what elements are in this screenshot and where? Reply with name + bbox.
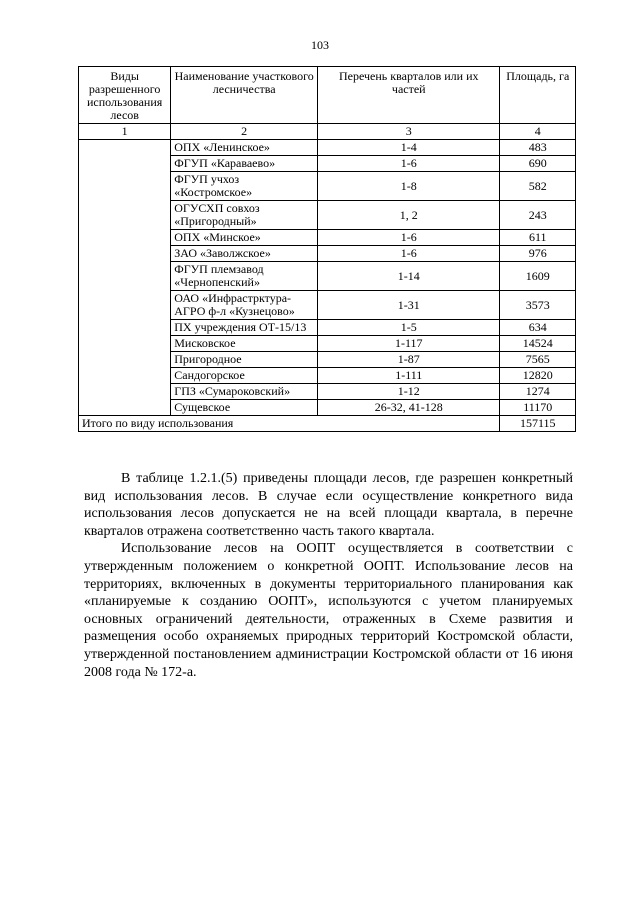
quarters-cell: 1-6: [318, 156, 500, 172]
table-body: [79, 124, 576, 416]
header-forestry-name: Наименование участкового лесничества: [171, 67, 318, 124]
area-cell: 611: [500, 230, 576, 246]
forestry-name-cell: Пригородное: [171, 352, 318, 368]
quarters-cell: 1-111: [318, 368, 500, 384]
area-cell: 483: [500, 140, 576, 156]
quarters-cell: 1-4: [318, 140, 500, 156]
quarters-cell: 1-117: [318, 336, 500, 352]
area-cell: 11170: [500, 400, 576, 416]
quarters-cell: 1-5: [318, 320, 500, 336]
area-cell: 243: [500, 201, 576, 230]
total-label: Итого по виду использования: [79, 416, 500, 432]
header-area: Площадь, га: [500, 67, 576, 124]
quarters-cell: 1-31: [318, 291, 500, 320]
paragraph: В таблице 1.2.1.(5) приведены площади лесов, где разрешен конкретный вид использования лесов. В случае если осуществление конкретного вида использования лесов допускается не на всей площади квартала, в перечне кварталов отражена соответственно часть такого квартала.: [84, 471, 573, 539]
total-value: 157115: [500, 416, 576, 432]
column-index-row: [79, 124, 576, 140]
forestry-name-cell: ФГУП племзавод «Чернопенский»: [171, 262, 318, 291]
quarters-cell: 1-6: [318, 246, 500, 262]
forestry-name-cell: ОГУСХП совхоз «Пригородный»: [171, 201, 318, 230]
quarters-cell: 1-12: [318, 384, 500, 400]
header-usage-type: Виды разрешенного использования лесов: [79, 67, 171, 124]
forestry-name-cell: ПХ учреждения ОТ-15/13: [171, 320, 318, 336]
usage-type-cell: [79, 140, 171, 416]
index-cell: 3: [318, 124, 500, 140]
area-cell: 7565: [500, 352, 576, 368]
index-cell: 1: [79, 124, 171, 140]
area-cell: 634: [500, 320, 576, 336]
forestry-name-cell: Мисковское: [171, 336, 318, 352]
forestry-name-cell: ОАО «Инфрастрктура-АГРО ф-л «Кузнецово»: [171, 291, 318, 320]
index-cell: 4: [500, 124, 576, 140]
table-row: [79, 140, 576, 156]
forestry-name-cell: ОПХ «Ленинское»: [171, 140, 318, 156]
quarters-cell: 1-8: [318, 172, 500, 201]
forestry-name-cell: Сущевское: [171, 400, 318, 416]
quarters-cell: 26-32, 41-128: [318, 400, 500, 416]
page-number: 103: [311, 38, 329, 52]
paragraph: Использование лесов на ООПТ осуществляется в соответствии с утвержденным положением о конкретной ООПТ. Использование лесов на территориях, включенных в документы территориального планирования как «планируемые к созданию ООПТ», используются с учетом планируемых основных ограничений деятельности, отраженных в Схеме развития и размещения особо охраняемых природных территорий Костромской области, утвержденной постановлением администрации Костромской области от 16 июня 2008 года № 172-а.: [84, 541, 573, 680]
quarters-cell: 1, 2: [318, 201, 500, 230]
forestry-name-cell: ГПЗ «Сумароковский»: [171, 384, 318, 400]
quarters-cell: 1-87: [318, 352, 500, 368]
forestry-name-cell: Сандогорское: [171, 368, 318, 384]
area-cell: 976: [500, 246, 576, 262]
area-cell: 3573: [500, 291, 576, 320]
forestry-name-cell: ОПХ «Минское»: [171, 230, 318, 246]
forestry-name-cell: ЗАО «Заволжское»: [171, 246, 318, 262]
forest-usage-table: [78, 66, 576, 432]
area-cell: 690: [500, 156, 576, 172]
table-header-row: [79, 67, 576, 124]
area-cell: 1274: [500, 384, 576, 400]
header-quarters: Перечень кварталов или их частей: [318, 67, 500, 124]
body-text: [84, 470, 573, 681]
forestry-name-cell: ФГУП учхоз «Костромское»: [171, 172, 318, 201]
area-cell: 14524: [500, 336, 576, 352]
quarters-cell: 1-6: [318, 230, 500, 246]
forestry-name-cell: ФГУП «Караваево»: [171, 156, 318, 172]
area-cell: 582: [500, 172, 576, 201]
area-cell: 12820: [500, 368, 576, 384]
quarters-cell: 1-14: [318, 262, 500, 291]
index-cell: 2: [171, 124, 318, 140]
area-cell: 1609: [500, 262, 576, 291]
total-row: [79, 416, 576, 432]
